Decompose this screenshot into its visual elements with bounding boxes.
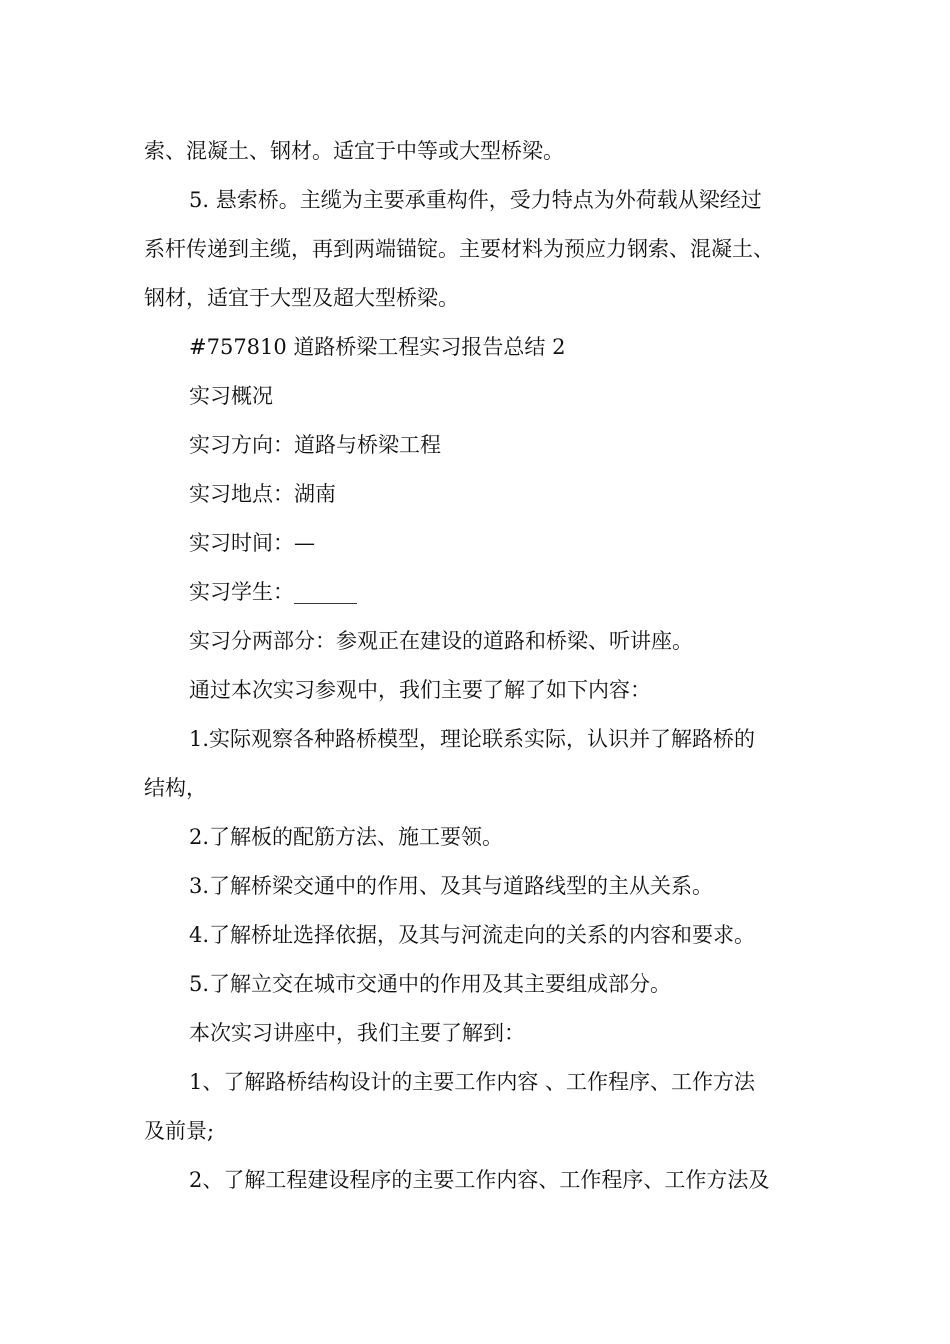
list-item: 3.了解桥梁交通中的作用、及其与道路线型的主从关系。 [189, 874, 714, 898]
text-line: 实习学生：______ [189, 580, 357, 604]
section-heading: #757810 道路桥梁工程实习报告总结 2 [189, 335, 566, 359]
list-item: 2、了解工程建设程序的主要工作内容、工作程序、工作方法及 [189, 1168, 770, 1192]
text-line: 实习分两部分：参观正在建设的道路和桥梁、听讲座。 [189, 629, 693, 653]
text-line: 通过本次实习参观中，我们主要了解了如下内容： [189, 678, 651, 702]
text-line: 系杆传递到主缆，再到两端锚锭。主要材料为预应力钢索、混凝土、 [144, 237, 774, 261]
list-item: 1、了解路桥结构设计的主要工作内容 、工作程序、工作方法 [189, 1070, 756, 1094]
text-line: 索、混凝土、钢材。适宜于中等或大型桥梁。 [144, 139, 564, 163]
list-item: 1.实际观察各种路桥模型，理论联系实际，认识并了解路桥的 [189, 727, 756, 751]
text-line: 本次实习讲座中，我们主要了解到： [189, 1021, 525, 1045]
text-line: 实习时间：— [189, 531, 315, 555]
list-item: 5.了解立交在城市交通中的作用及其主要组成部分。 [189, 972, 672, 996]
text-line: 5. 悬索桥。主缆为主要承重构件，受力特点为外荷载从梁经过 [189, 188, 762, 212]
document-body [144, 127, 834, 1205]
text-line: 实习地点：湖南 [189, 482, 336, 506]
subsection-heading: 实习概况 [189, 384, 273, 408]
list-item: 2.了解板的配筋方法、施工要领。 [189, 825, 504, 849]
list-item-continuation: 结构， [144, 776, 207, 800]
text-line: 钢材，适宜于大型及超大型桥梁。 [144, 286, 459, 310]
list-item-continuation: 及前景; [144, 1119, 215, 1143]
list-item: 4.了解桥址选择依据，及其与河流走向的关系的内容和要求。 [189, 923, 756, 947]
text-line: 实习方向：道路与桥梁工程 [189, 433, 441, 457]
